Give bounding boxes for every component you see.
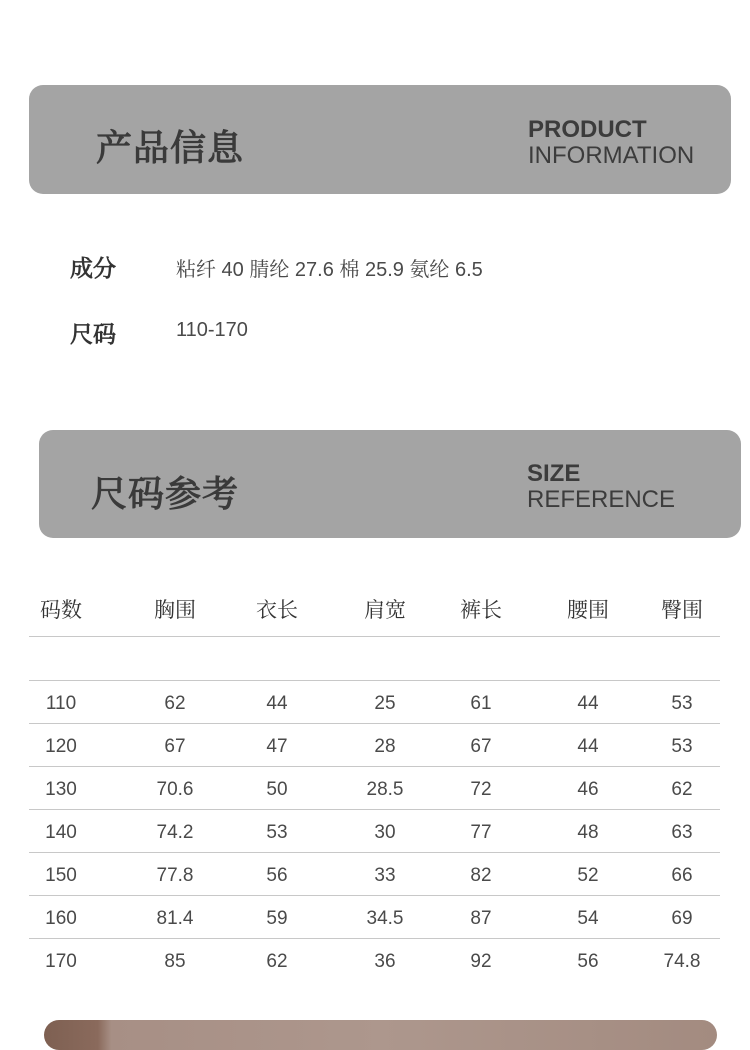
table-row xyxy=(29,896,720,939)
table-cell: 34.5 xyxy=(366,908,404,929)
table-cell: 77.8 xyxy=(156,865,194,886)
table-cell: 47 xyxy=(266,736,288,757)
table-header-cell: 臀围 xyxy=(661,598,703,622)
table-cell: 70.6 xyxy=(156,779,194,800)
size-reference-title-en xyxy=(527,461,675,513)
table-cell: 33 xyxy=(374,865,396,886)
table-cell: 150 xyxy=(45,865,77,886)
table-header-cell: 腰围 xyxy=(567,598,609,622)
product-info-title-en-line2: INFORMATION xyxy=(528,142,695,169)
table-row xyxy=(29,724,720,767)
table-header-cell: 码数 xyxy=(40,598,82,622)
table-cell: 61 xyxy=(470,693,492,714)
table-cell: 62 xyxy=(671,779,693,800)
table-cell: 44 xyxy=(577,693,599,714)
table-cell: 82 xyxy=(470,865,492,886)
composition-value: 粘纤 40 腈纶 27.6 棉 25.9 氨纶 6.5 xyxy=(176,259,483,281)
table-cell: 170 xyxy=(45,951,77,972)
table-cell: 28.5 xyxy=(366,779,404,800)
table-header-cell: 肩宽 xyxy=(364,598,406,622)
size-reference-title-en-line1: SIZE xyxy=(527,460,581,487)
table-cell: 48 xyxy=(577,822,599,843)
table-row xyxy=(29,767,720,810)
table-cell: 36 xyxy=(374,951,396,972)
table-cell: 46 xyxy=(577,779,599,800)
size-label: 尺码 xyxy=(70,322,116,348)
table-header-cell: 裤长 xyxy=(460,598,502,622)
table-cell: 53 xyxy=(266,822,288,843)
table-cell: 74.2 xyxy=(156,822,194,843)
table-cell: 120 xyxy=(45,736,77,757)
table-cell: 56 xyxy=(577,951,599,972)
table-cell: 160 xyxy=(45,908,77,929)
table-cell: 77 xyxy=(470,822,492,843)
table-cell: 59 xyxy=(266,908,288,929)
table-cell: 74.8 xyxy=(663,951,701,972)
product-info-title-en xyxy=(528,117,694,169)
table-cell: 66 xyxy=(671,865,693,886)
table-header-cell: 胸围 xyxy=(154,598,196,622)
product-info-title-en-line1: PRODUCT xyxy=(528,116,647,143)
size-value: 110-170 xyxy=(176,319,248,341)
table-row xyxy=(29,853,720,896)
table-row xyxy=(29,681,720,724)
table-cell: 28 xyxy=(374,736,396,757)
table-cell: 140 xyxy=(45,822,77,843)
table-cell: 87 xyxy=(470,908,492,929)
table-cell: 54 xyxy=(577,908,599,929)
table-cell: 67 xyxy=(470,736,492,757)
table-cell: 85 xyxy=(164,951,186,972)
table-cell: 53 xyxy=(671,693,693,714)
table-cell: 110 xyxy=(45,693,77,714)
table-cell: 52 xyxy=(577,865,599,886)
table-header-row xyxy=(29,586,720,637)
size-table xyxy=(29,586,720,981)
table-cell: 56 xyxy=(266,865,288,886)
table-cell: 81.4 xyxy=(156,908,194,929)
table-row xyxy=(29,939,720,981)
table-cell: 72 xyxy=(470,779,492,800)
product-info-title: 产品信息 xyxy=(96,128,245,169)
table-cell: 92 xyxy=(470,951,492,972)
product-photo-strip xyxy=(44,1020,717,1050)
table-cell: 53 xyxy=(671,736,693,757)
table-header-cell: 衣长 xyxy=(256,598,298,622)
table-cell: 62 xyxy=(164,693,186,714)
table-cell: 44 xyxy=(577,736,599,757)
table-spacer-row xyxy=(29,637,720,681)
table-cell: 50 xyxy=(266,779,288,800)
table-cell: 67 xyxy=(164,736,186,757)
table-cell: 63 xyxy=(671,822,693,843)
table-cell: 69 xyxy=(671,908,693,929)
product-info-banner xyxy=(29,85,731,194)
table-cell: 62 xyxy=(266,951,288,972)
table-cell: 130 xyxy=(45,779,77,800)
table-cell: 25 xyxy=(374,693,396,714)
table-row xyxy=(29,810,720,853)
table-cell: 30 xyxy=(374,822,396,843)
table-cell: 44 xyxy=(266,693,288,714)
composition-label: 成分 xyxy=(70,256,116,282)
size-reference-title-en-line2: REFERENCE xyxy=(527,486,676,513)
size-reference-title: 尺码参考 xyxy=(91,474,240,515)
size-reference-banner xyxy=(39,430,741,538)
